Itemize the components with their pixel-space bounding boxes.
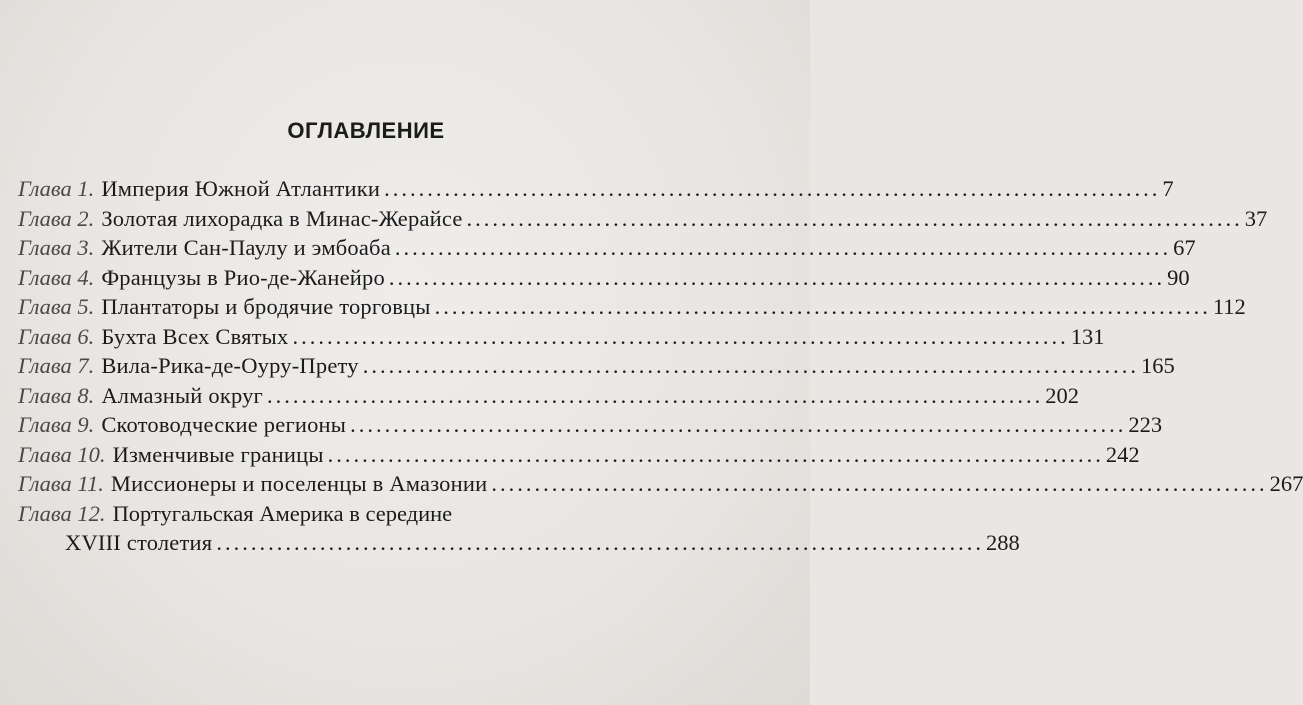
chapter-title: Скотоводческие регионы [101,412,347,437]
chapter-label: Глава 2. [18,205,95,231]
toc-entry-5 [18,294,1246,324]
leader-dots: .......................................................................................... [362,353,1139,378]
leader-dots: .......................................................................................... [394,235,1172,260]
toc-entry-10 [18,441,1140,472]
chapter-label: Глава 8. [18,382,95,408]
toc-entry-4 [18,264,1190,295]
leader-dots: .......................................................................................... [434,294,1211,319]
table-of-contents [18,176,1303,560]
chapter-label: Глава 4. [18,264,95,290]
toc-entries [18,176,1303,501]
toc-entry-11 [18,471,1303,501]
toc-entry-12-line1 [18,501,730,531]
page-number: 165 [1140,353,1175,378]
toc-entry-7 [18,353,1175,383]
chapter-label: Глава 11. [18,471,104,496]
chapter-label: Глава 10. [18,441,106,467]
leader-dots: .......................................................................................... [491,471,1268,496]
page-number: 67 [1173,235,1196,260]
chapter-title: Бухта Всех Святых [101,323,289,349]
toc-entry-2 [18,205,1268,236]
leader-dots: .......................................................................................... [292,323,1069,349]
page-number: 37 [1244,205,1268,231]
toc-entry-9 [18,412,1163,442]
page-number: 90 [1167,264,1190,290]
toc-entry-8 [18,382,1079,413]
toc-entry-1 [18,176,1174,206]
chapter-title: Алмазный округ [101,382,263,408]
leader-dots: .......................................................................................... [466,205,1243,231]
chapter-title: Плантаторы и бродячие торговцы [101,294,431,319]
chapter-label: Глава 6. [18,323,95,349]
chapter-title: Империя Южной Атлантики [101,176,381,201]
page-number: 223 [1128,412,1163,437]
chapter-label: Глава 1. [18,176,95,201]
toc-entry-6 [18,323,1105,354]
toc-heading: ОГЛАВЛЕНИЕ [287,118,445,143]
chapter-label: Глава 7. [18,353,95,378]
chapter-title: Изменчивые границы [112,441,324,467]
chapter-label: Глава 9. [18,412,95,437]
toc-entry-12-line2 [18,530,1020,560]
chapter-title: Французы в Рио-де-Жанейро [101,264,385,290]
chapter-title: Золотая лихорадка в Минас-Жерайсе [101,205,463,231]
chapter-title-line1: Португальская Америка в середине [112,500,453,526]
chapter-title: Жители Сан-Паулу и эмбоаба [101,235,391,260]
page-number: 267 [1269,471,1303,496]
page-number: 112 [1212,294,1246,319]
chapter-label: Глава 3. [18,235,95,260]
chapter-title: Миссионеры и поселенцы в Амазонии [110,471,488,496]
page-number: 202 [1045,382,1079,408]
leader-dots: .......................................................................................... [267,382,1044,408]
leader-dots: .......................................................................................... [350,412,1127,437]
toc-entry-3 [18,235,1196,265]
leader-dots: .......................................................................................... [327,441,1104,467]
leader-dots: .......................................................................................... [384,176,1161,201]
leader-dots: ......................................................................................... [216,530,984,555]
chapter-title-line2: XVIII столетия [65,530,213,555]
chapter-label: Глава 12. [18,500,106,526]
page-number: 288 [985,530,1020,555]
chapter-label: Глава 5. [18,294,95,319]
chapter-title: Вила-Рика-де-Оуру-Прету [101,353,359,378]
page-number: 242 [1105,441,1140,467]
page-number: 7 [1162,176,1174,201]
page-number: 131 [1070,323,1105,349]
leader-dots: .......................................................................................... [388,264,1166,290]
